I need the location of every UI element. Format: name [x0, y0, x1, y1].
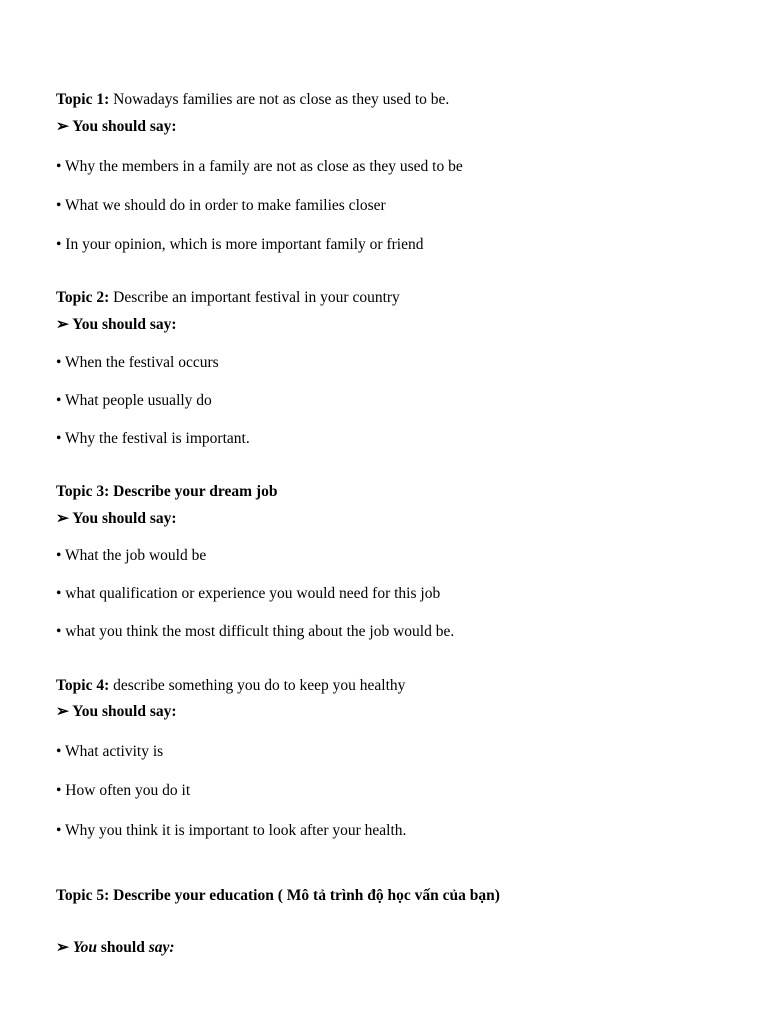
topic-2-title: Describe an important festival in your country: [109, 289, 400, 306]
topic-4-bullet-2: • How often you do it: [56, 782, 191, 799]
topic-1-bullet-3: • In your opinion, which is more important family or friend: [56, 236, 424, 253]
topic-4-prompt: ➢ You should say:: [56, 703, 177, 720]
topic-3-bullet-1: • What the job would be: [56, 547, 207, 564]
topic-3-bullet-2: • what qualification or experience you would need for this job: [56, 585, 441, 602]
topic-3-prompt: ➢ You should say:: [56, 510, 177, 527]
topic-2-prompt: ➢ You should say:: [56, 316, 177, 333]
topic-4-heading: [56, 676, 405, 696]
topic-5-prompt: [56, 938, 175, 958]
topic-2-heading: [56, 288, 400, 308]
topic-5-prompt-you: You: [72, 939, 97, 956]
topic-5-prompt-say: say:: [148, 939, 175, 956]
topic-1-bullet-2: • What we should do in order to make families closer: [56, 197, 386, 214]
topic-1-label: Topic 1:: [56, 91, 110, 108]
topic-5-heading: Topic 5: Describe your education ( Mô tả trình độ học vấn của bạn): [56, 887, 500, 904]
topic-4-label: Topic 4:: [56, 677, 110, 694]
topic-1-title: Nowadays families are not as close as they used to be.: [109, 91, 450, 108]
topic-4-bullet-3: • Why you think it is important to look after your health.: [56, 822, 407, 839]
topic-5-prompt-arrow: ➢: [56, 939, 73, 956]
topic-5-prompt-should: should: [97, 939, 149, 956]
topic-3-bullet-3: • what you think the most difficult thing about the job would be.: [56, 623, 455, 640]
topic-2-bullet-1: • When the festival occurs: [56, 354, 219, 371]
topic-1-heading: [56, 90, 449, 110]
topic-4-bullet-1: • What activity is: [56, 743, 164, 760]
topic-2-label: Topic 2:: [56, 289, 110, 306]
topic-3-heading: Topic 3: Describe your dream job: [56, 483, 278, 500]
topic-1-bullet-1: • Why the members in a family are not as close as they used to be: [56, 158, 463, 175]
topic-4-title: describe something you do to keep you healthy: [109, 677, 406, 694]
topic-1-prompt: ➢ You should say:: [56, 118, 177, 135]
topic-2-bullet-3: • Why the festival is important.: [56, 430, 250, 447]
topic-2-bullet-2: • What people usually do: [56, 392, 212, 409]
